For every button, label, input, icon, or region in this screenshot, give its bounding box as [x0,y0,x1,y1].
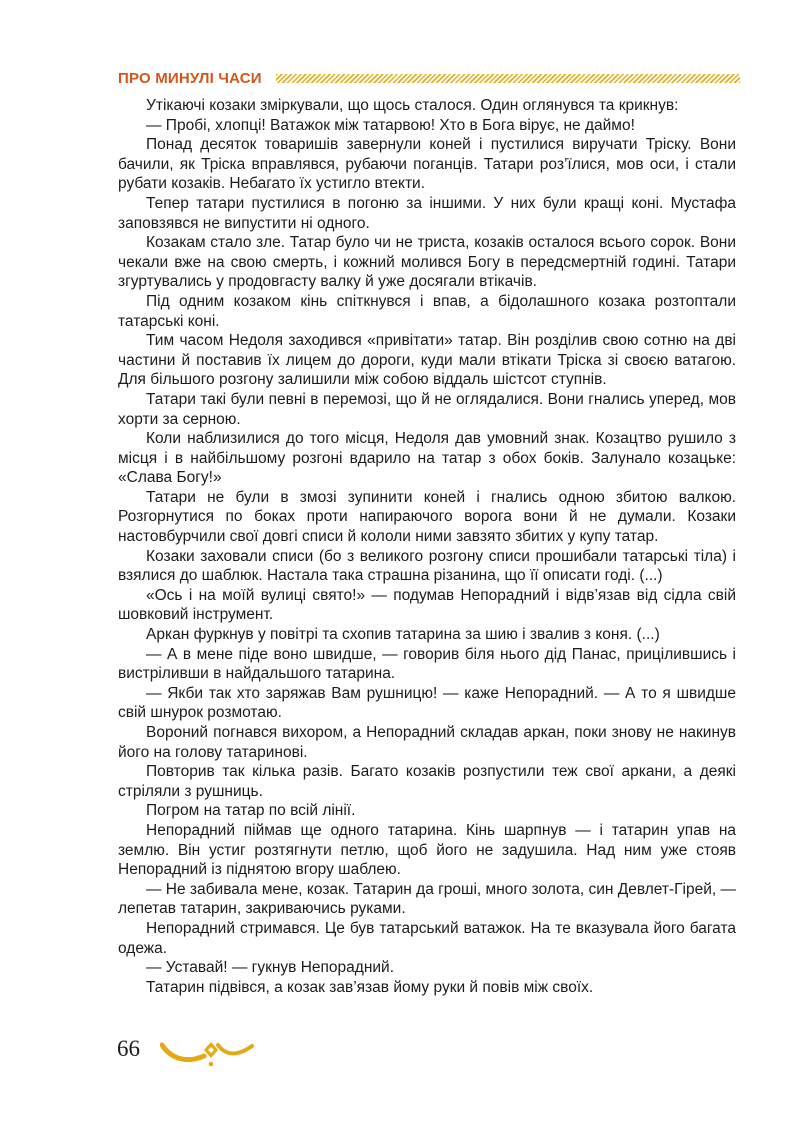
paragraph: Татари такі були певні в перемозі, що й не оглядалися. Вони гнались уперед, мов хорти за серною. [118,390,736,428]
paragraph: Козаки заховали списи (бо з великого розгону списи прошибали татарські тіла) і взялися до шаблюк. Настала така страшна різанина, що її описати годі. (...) [118,547,736,585]
paragraph: Тепер татари пустилися в погоню за іншими. У них були кращі коні. Мустафа заповзявся не випустити ні одного. [118,194,736,232]
section-title: ПРО МИНУЛІ ЧАСИ [118,69,262,87]
paragraph: Татарин підвівся, а козак зав’язав йому руки й повів між своїх. [146,978,594,996]
paragraph: — Не забивала мене, козак. Татарин да гроші, много золота, син Девлет-Гірей, — лепетав татарин, закриваючись руками. [118,880,737,918]
paragraph: Понад десяток товаришів завернули коней і пустилися виручати Тріску. Вони бачили, як Тріска вправлявся, рубаючи поганців. Татари роз’їлися, мов оси, і стали рубати козаків. Небагато їх устигло втекти. [118,136,736,193]
paragraph: Вороний погнався вихором, а Непорадний складав аркан, поки знову не накинув його на голову татаринові. [118,724,736,761]
paragraph: Тим часом Недоля заходився «привітати» татар. Він розділив свою сотню на дві частини й поставив їх лицем до дороги, куди мали втікати Тріска зі своєю ватагою. Для більшого розгону залишили між собою віддаль шістсот ступнів. [118,332,736,389]
paragraph: Коли наблизилися до того місця, Недоля дав умовний знак. Козацтво рушило з місця і в найбільшому розгоні вдарило на татар з обох боків. Залунало козацьке: «Слава Богу!» [118,430,736,487]
paragraph: Аркан фуркнув у повітрі та схопив татарина за шию і звалив з коня. (...) [146,626,660,644]
paragraph: — А в мене піде воно швидше, — говорив біля нього дід Панас, прицілившись і вистріливши в найдальшого татарина. [118,645,736,683]
paragraph: Повторив так кілька разів. Багато козаків розпустили теж свої аркани, а деякі стріляли з рушниць. [118,763,736,800]
paragraph: — Якби так хто заряжав Вам рушницю! — каже Непорадний. — А то я швидше свій шнурок розмотаю. [118,684,736,722]
page-header [118,68,740,88]
page-number: 66 [117,1036,140,1061]
paragraph: Під одним козаком кінь спіткнувся і впав, а бідолашного козака розтоптали татарські коні. [118,292,736,330]
paragraph: — Уставай! — гукнув Непорадний. [146,959,394,977]
paragraph: Татари не були в змозі зупинити коней і гнались одною збитою валкою. Розгорнутися по боках проти напираючого ворога вони й не думали. Козаки настовбурчили свої довгі списи й кололи ними завзято збитих у купу татар. [118,488,736,546]
paragraph: Козакам стало зле. Татар було чи не триста, козаків осталося всього сорок. Вони чекали вже на свою смерть, і кожний молився Богу в передсмертній годині. Татари згуртувались у продовгасту валку й уже досягали втікачів. [118,234,736,291]
paragraph: Непорадний стримався. Це був татарський ватажок. На те вказувала його багата одежа. [118,919,736,957]
paragraph: Непорадний піймав ще одного татарина. Кінь шарпнув — і татарин упав на землю. Він устиг розтягнути петлю, щоб його не задушила. Над ним уже стояв Непорадний із піднятою вгору шаблею. [118,821,736,879]
paragraph: — Пробі, хлопці! Ватажок між татарвою! Хто в Бога вірує, не даймо! [146,116,635,134]
paragraph: Утікаючі козаки зміркували, що щось сталося. Один оглянувся та крикнув: [146,97,679,114]
folk-ornament-icon [160,1036,254,1070]
paragraph: «Ось і на моїй вулиці свято!» — подумав Непорадний і відв’язав від сідла свій шовковий інструмент. [118,586,736,624]
header-decorative-stripe [276,74,740,83]
main-text [118,96,736,997]
paragraph: Погром на татар по всій лінії. [146,802,356,820]
